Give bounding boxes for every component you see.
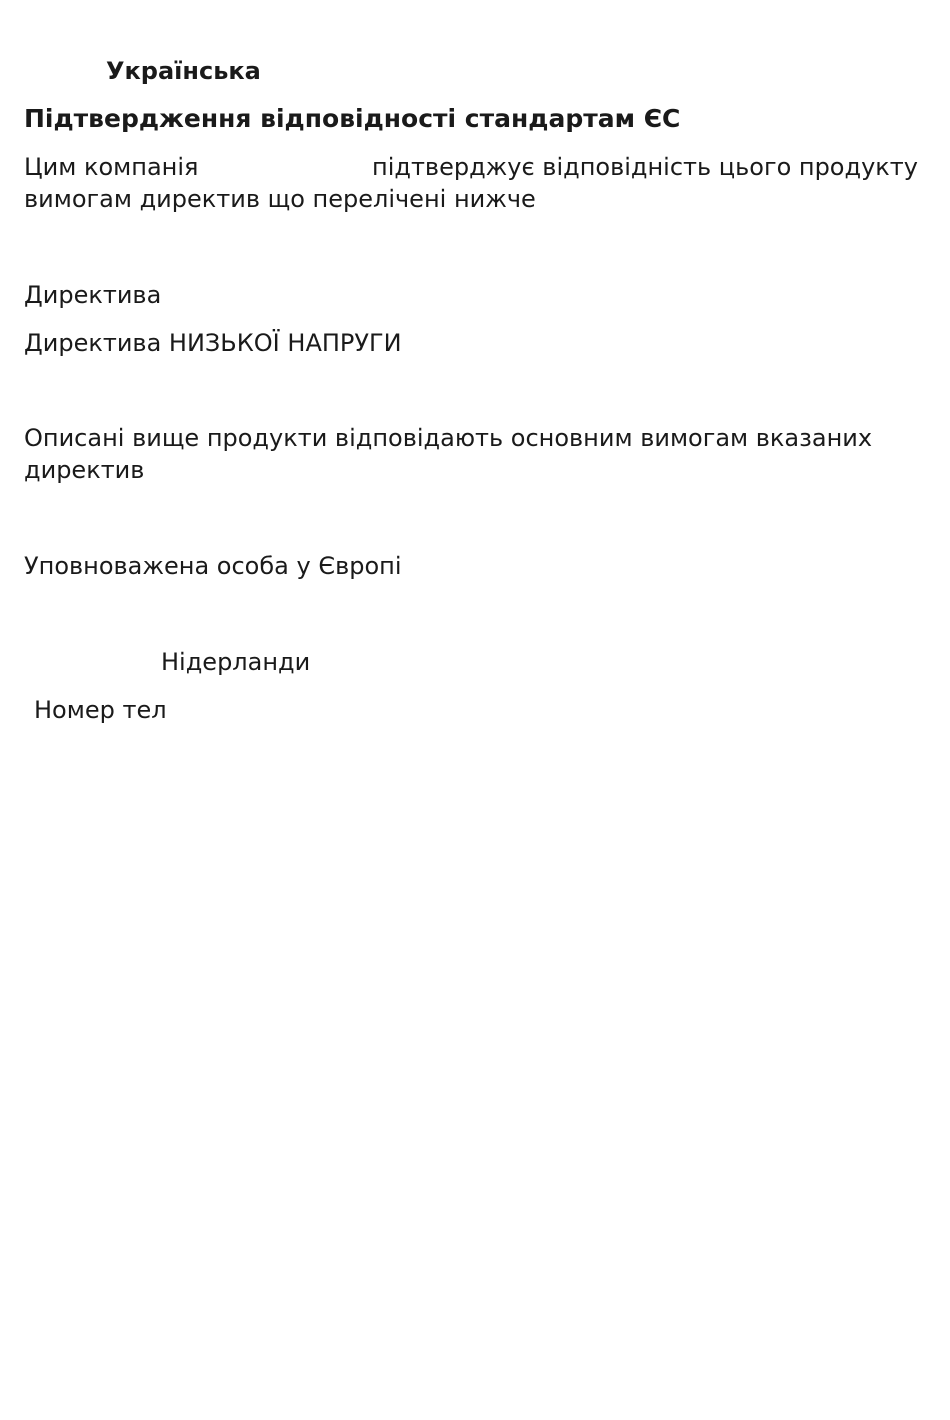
directive-label: Директива <box>24 281 162 309</box>
compliance-text-line2: директив <box>24 456 145 484</box>
intro-text-part1: Цим компанія <box>24 153 199 181</box>
authorized-person-label: Уповноважена особа у Європі <box>24 552 402 580</box>
country-text: Нідерланди <box>161 648 311 676</box>
language-label: Українська <box>106 57 261 85</box>
intro-text-line2: вимогам директив що перелічені нижче <box>24 185 536 213</box>
directive-name: Директива НИЗЬКОЇ НАПРУГИ <box>24 329 402 357</box>
compliance-text-line1: Описані вище продукти відповідають основним вимогам вказаних <box>24 424 873 452</box>
document-title: Підтвердження відповідності стандартам ЄС <box>24 104 681 133</box>
phone-label: Номер тел <box>34 696 167 724</box>
intro-text-part2: підтверджує відповідність цього продукту <box>372 153 918 181</box>
